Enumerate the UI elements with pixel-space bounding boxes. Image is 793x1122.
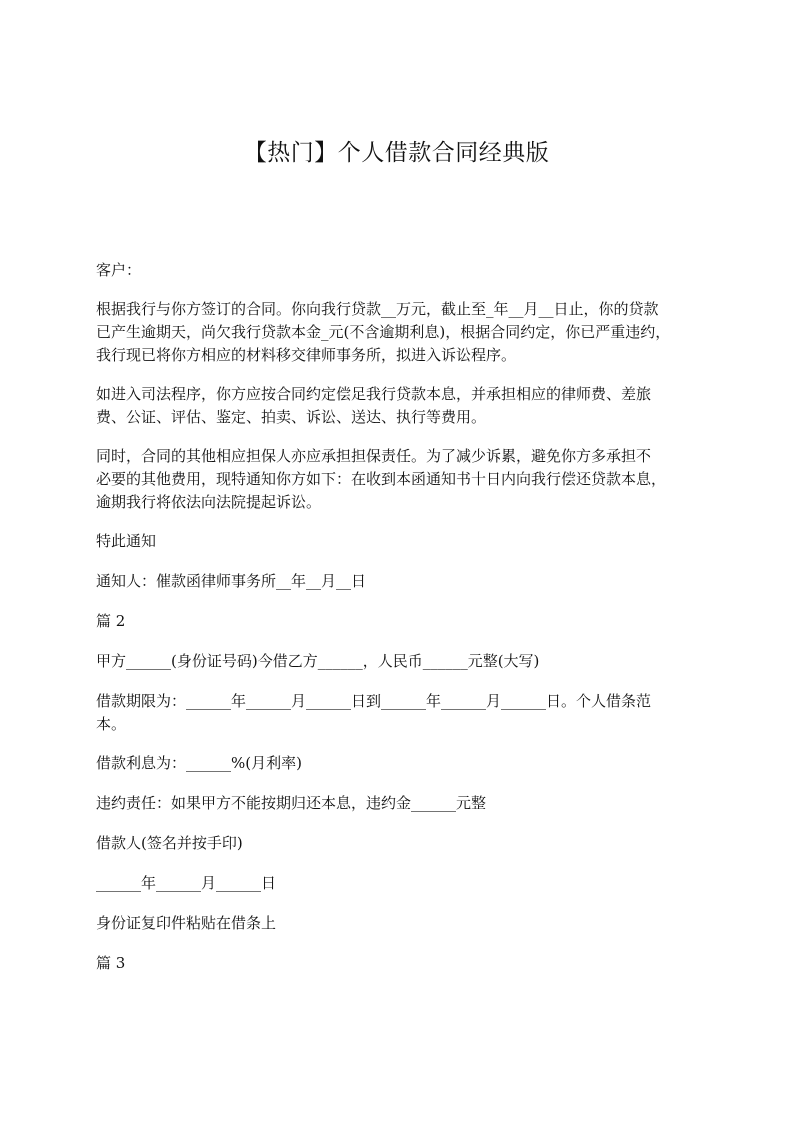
id-copy-line: 身份证复印件粘贴在借条上 <box>96 914 277 932</box>
interest-line: 借款利息为：______%(月利率) <box>96 754 302 772</box>
borrower-line: 借款人(签名并按手印) <box>96 834 243 852</box>
paragraph-guarantor <box>96 445 700 514</box>
paragraph-line: 已产生逾期天，尚欠我行贷款本金_元(不含逾期利息)，根据合同约定，你已严重违约， <box>96 323 671 341</box>
paragraph-judicial-procedure <box>96 383 700 429</box>
paragraph-line: 借款期限为：______年______月______日到______年______月______日。个人借条范 <box>96 692 652 710</box>
date-line: ______年______月______日 <box>96 874 277 892</box>
paragraph-line: 必要的其他费用，现特通知你方如下：在收到本函通知书十日内向我行偿还贷款本息， <box>96 470 667 488</box>
notice-line: 特此通知 <box>96 532 157 550</box>
paragraph-line: 逾期我行将依法向法院提起诉讼。 <box>96 493 322 511</box>
paragraph-line: 我行现已将你方相应的材料移交律师事务所，拟进入诉讼程序。 <box>96 346 517 364</box>
section-3-heading: 篇 3 <box>96 954 126 972</box>
document-title: 【热门】个人借款合同经典版 <box>243 140 550 166</box>
section-2-heading: 篇 2 <box>96 612 126 630</box>
paragraph-line: 根据我行与你方签订的合同。你向我行贷款__万元，截止至_年__月__日止，你的贷款 <box>96 300 659 318</box>
party-line: 甲方______(身份证号码)今借乙方______，人民币______元整(大写) <box>96 652 540 670</box>
salutation: 客户： <box>96 261 142 279</box>
paragraph-line: 本。 <box>96 715 127 733</box>
paragraph-line: 同时，合同的其他相应担保人亦应承担担保责任。为了减少诉累，避免你方多承担不 <box>96 447 652 465</box>
paragraph-loan-overdue <box>96 298 700 367</box>
loan-term-paragraph <box>96 690 700 736</box>
document-body <box>96 259 700 992</box>
paragraph-line: 如进入司法程序，你方应按合同约定偿足我行贷款本息，并承担相应的律师费、差旅 <box>96 385 652 403</box>
paragraph-line: 费、公证、评估、鉴定、拍卖、诉讼、送达、执行等费用。 <box>96 408 487 426</box>
notifier-line: 通知人：催款函律师事务所__年__月__日 <box>96 572 367 590</box>
liability-line: 违约责任：如果甲方不能按期归还本息，违约金______元整 <box>96 794 487 812</box>
